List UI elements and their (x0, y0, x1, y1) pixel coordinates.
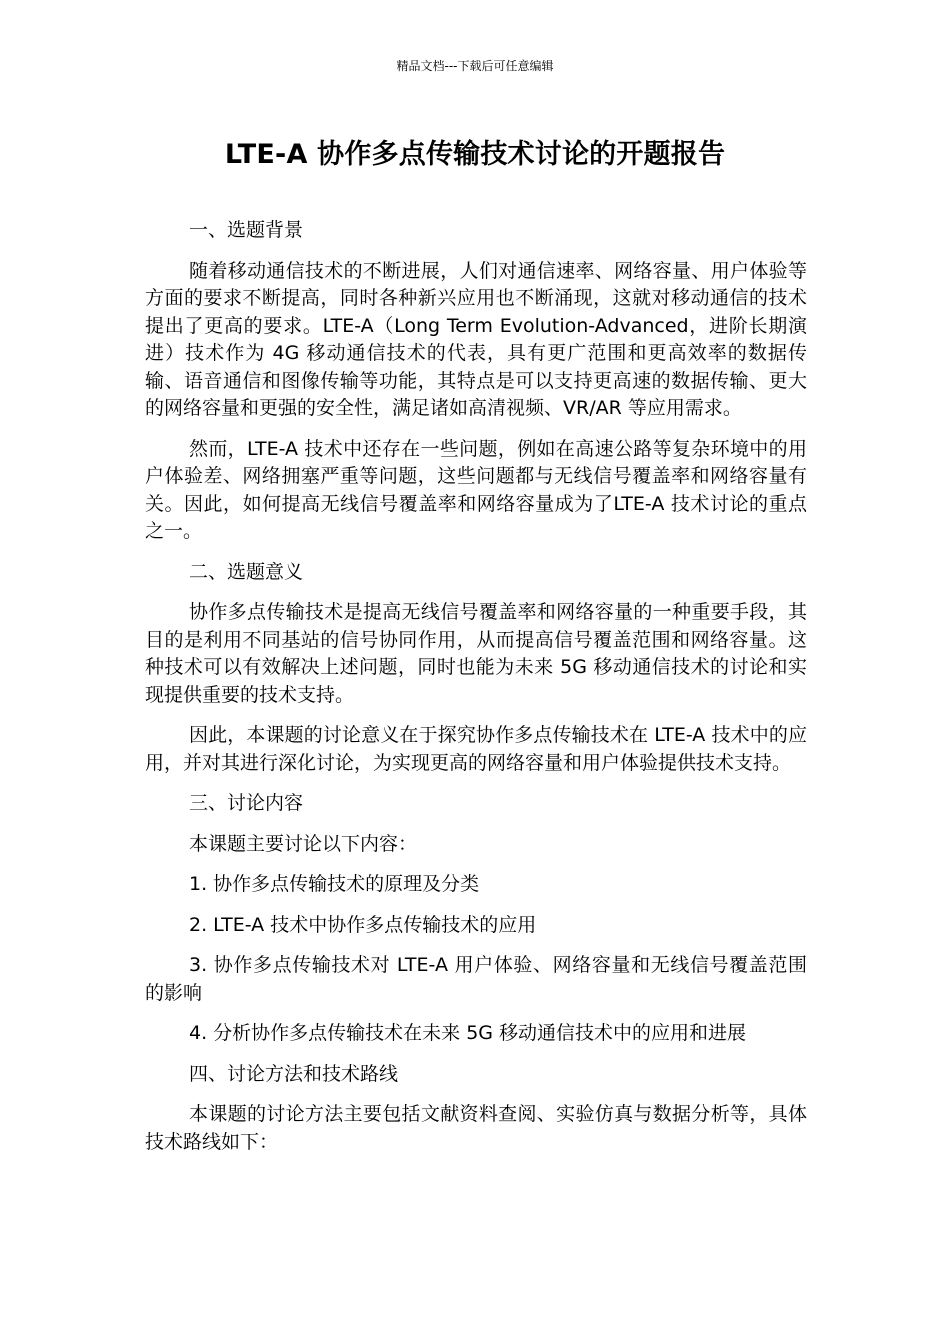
list-item-2: 2. LTE-A 技术中协作多点传输技术的应用 (189, 913, 537, 936)
paragraph-problems: 然而，LTE-A 技术中还存在一些问题，例如在高速公路等复杂环境中的用户体验差、网络拥塞严重等问题，这些问题都与无线信号覆盖率和网络容量有关。因此，如何提高无线信号覆盖率和网络容量成为了LTE-A 技术讨论的重点之一。 (145, 437, 807, 542)
paragraph-research-meaning: 因此，本课题的讨论意义在于探究协作多点传输技术在 LTE-A 技术中的应用，并对其进行深化讨论，为实现更高的网络容量和用户体验提供技术支持。 (145, 724, 807, 774)
section-heading-content: 三、讨论内容 (189, 792, 304, 814)
document-body (145, 217, 807, 1169)
page-header: 精品文档---下载后可任意编辑 (396, 59, 554, 73)
section-heading-significance: 二、选题意义 (189, 560, 304, 583)
list-item-1: 1. 协作多点传输技术的原理及分类 (189, 873, 480, 895)
section-heading-background: 一、选题背景 (189, 219, 304, 241)
paragraph-content-intro: 本课题主要讨论以下内容： (189, 832, 418, 855)
list-item-3: 3. 协作多点传输技术对 LTE-A 用户体验、网络容量和无线信号覆盖范围的影响 (145, 954, 807, 1004)
paragraph-significance: 协作多点传输技术是提高无线信号覆盖率和网络容量的一种重要手段，其目的是利用不同基站的信号协同作用，从而提高信号覆盖范围和网络容量。这种技术可以有效解决上述问题，同时也能为未来 5G 移动通信技术的讨论和实现提供重要的技术支持。 (145, 601, 807, 706)
list-item-4: 4. 分析协作多点传输技术在未来 5G 移动通信技术中的应用和进展 (189, 1022, 747, 1044)
section-heading-methods: 四、讨论方法和技术路线 (189, 1062, 399, 1085)
paragraph-methods: 本课题的讨论方法主要包括文献资料查阅、实验仿真与数据分析等，具体技术路线如下： (145, 1103, 807, 1153)
paragraph-background: 随着移动通信技术的不断进展，人们对通信速率、网络容量、用户体验等方面的要求不断提高，同时各种新兴应用也不断涌现，这就对移动通信的技术提出了更高的要求。LTE-A（Long Term Evolution-Advanced，进阶长期演进）技术作为 4G 移动通信技术的代表，具有更广范围和更高效率的数据传输、语音通信和图像传输等功能，其特点是可以支持更高速的数据传输、更大的网络容量和更强的安全性，满足诸如高清视频、VR/AR 等应用需求。 (145, 259, 807, 419)
document-title: LTE-A 协作多点传输技术讨论的开题报告 (224, 139, 726, 170)
